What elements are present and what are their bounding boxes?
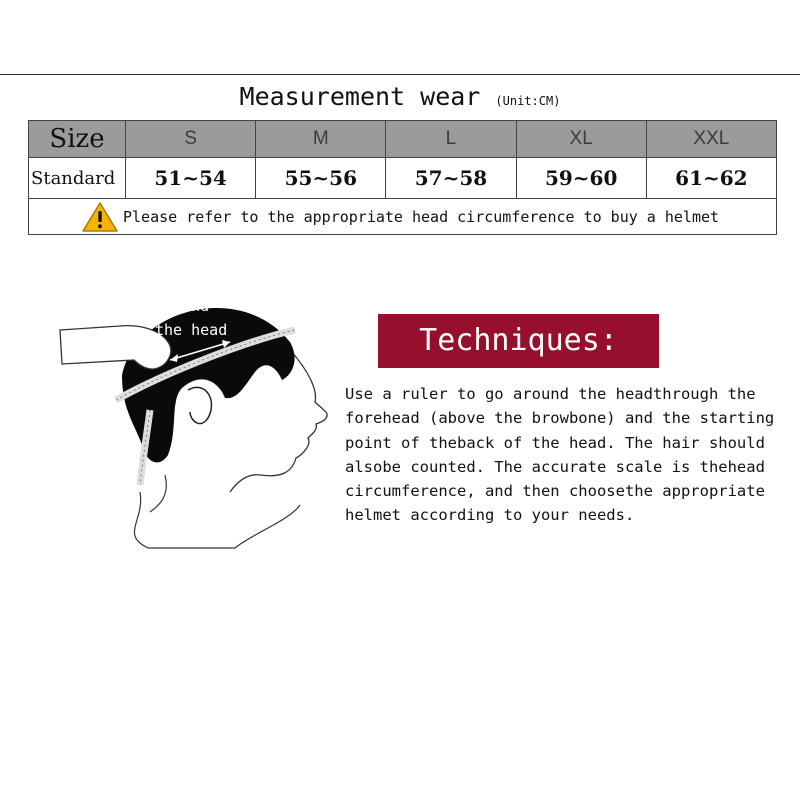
title-unit: (Unit:CM) [495,94,561,108]
standard-cell: 51~54 [126,158,256,199]
around-the-head-label [155,294,227,342]
techniques-heading: Techniques: [378,314,659,368]
size-cell: XL [516,121,646,158]
note-text: Please refer to the appropriate head circumference to buy a helmet [123,207,720,226]
standard-cell: 59~60 [516,158,646,199]
note-row [29,199,777,235]
techniques-body: Use a ruler to go around the headthrough the forehead (above the browbone) and the starting point of theback of the head. The hair should alsobe counted. The accurate scale is thehead circumference, and then choosethe appropriate helmet according to your needs. [345,385,775,525]
page-title [0,82,800,111]
size-cell: M [256,121,386,158]
size-header-row [29,121,777,158]
size-table [28,120,777,235]
size-header-label: Size [29,121,126,158]
title-text: Measurement wear [239,82,481,111]
standard-label: Standard [29,158,126,199]
standard-cell: 61~62 [646,158,776,199]
note-content [29,201,776,233]
warning-triangle-icon [81,201,119,233]
standard-cell: 55~56 [256,158,386,199]
around-line-2: the head [155,321,228,339]
around-line-1: Around [155,297,210,315]
size-cell: L [386,121,516,158]
size-cell: XXL [646,121,776,158]
size-cell: S [126,121,256,158]
standard-cell: 57~58 [386,158,516,199]
top-divider [0,74,800,75]
standard-row [29,158,777,199]
